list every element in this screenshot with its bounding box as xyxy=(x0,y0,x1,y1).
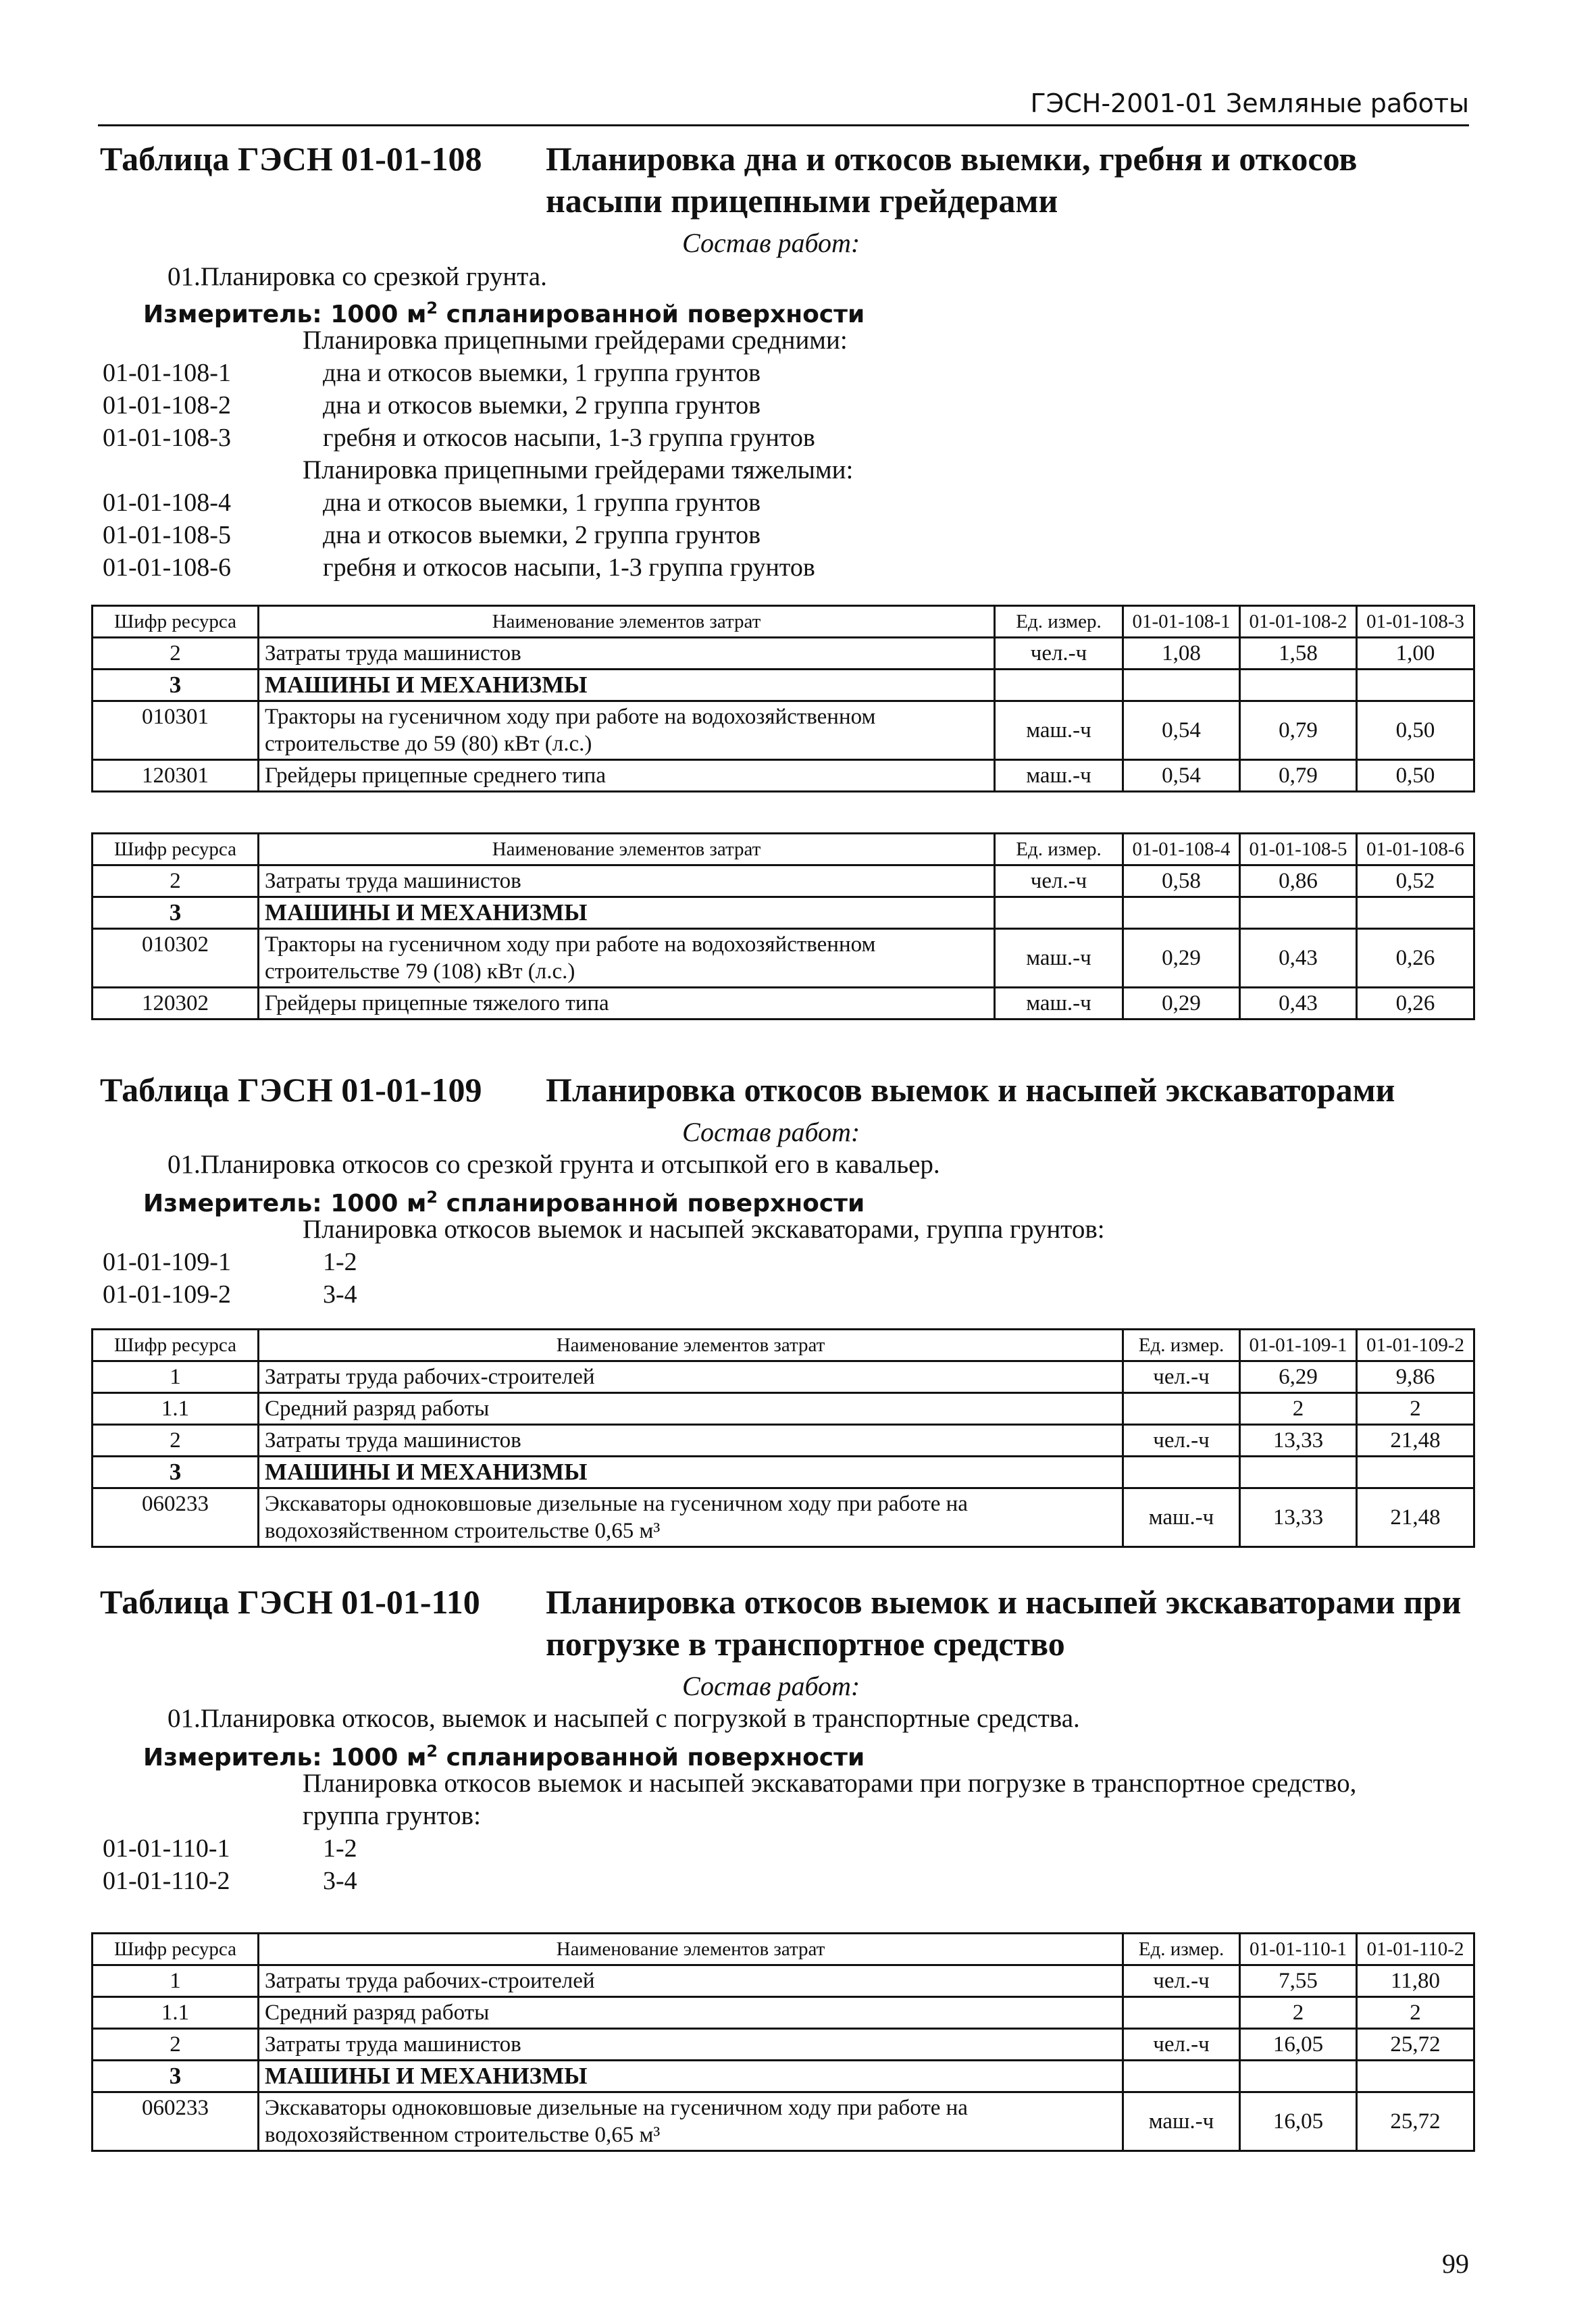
cell-unit xyxy=(1123,1997,1240,2029)
cell-code: 1.1 xyxy=(93,1997,259,2029)
table-row xyxy=(93,1425,1474,1457)
cell-value: 2 xyxy=(1357,1393,1474,1425)
cell-name: Затраты труда рабочих-строителей xyxy=(259,1965,1123,1997)
cell-value: 0,50 xyxy=(1357,760,1474,792)
cell-value: 6,29 xyxy=(1240,1361,1357,1393)
table-110-title-line2: погрузке в транспортное средство xyxy=(546,1625,1065,1663)
cell-unit xyxy=(995,670,1123,701)
measure-prefix: Измеритель: 1000 м xyxy=(143,301,427,328)
cell-value: 0,54 xyxy=(1123,760,1240,792)
cell-code: 3 xyxy=(93,1457,259,1488)
cell-value: 21,48 xyxy=(1357,1488,1474,1547)
header-col: 01-01-108-2 xyxy=(1240,606,1357,638)
cell-unit xyxy=(995,897,1123,929)
cell-name: Затраты труда машинистов xyxy=(259,638,995,670)
cell-value: 11,80 xyxy=(1357,1965,1474,1997)
table-row xyxy=(93,2092,1474,2151)
cell-name: Затраты труда машинистов xyxy=(259,2029,1123,2061)
cell-value: 7,55 xyxy=(1240,1965,1357,1997)
header-col: 01-01-108-1 xyxy=(1123,606,1240,638)
cell-value xyxy=(1123,670,1240,701)
cell-value: 0,79 xyxy=(1240,701,1357,760)
header-name: Наименование элементов затрат xyxy=(259,606,995,638)
norm-desc: 1-2 xyxy=(323,1248,357,1276)
table-108-composition-heading: Состав работ: xyxy=(682,228,860,258)
cell-code: 3 xyxy=(93,2061,259,2092)
cell-code: 120301 xyxy=(93,760,259,792)
measure-prefix: Измеритель: 1000 м xyxy=(143,1190,427,1217)
header-code: Шифр ресурса xyxy=(93,606,259,638)
norm-code: 01-01-109-1 xyxy=(103,1248,231,1276)
norm-desc: дна и откосов выемки, 2 группа грунтов xyxy=(323,391,761,420)
cell-value xyxy=(1240,2061,1357,2092)
norm-desc: дна и откосов выемки, 1 группа грунтов xyxy=(323,488,761,517)
table-110-work-item: 01.Планировка откосов, выемок и насыпей с погрузкой в транспортные средства. xyxy=(168,1704,1080,1733)
table-110-title-line1: Планировка откосов выемок и насыпей экскаваторами при xyxy=(546,1583,1462,1621)
header-col: 01-01-108-6 xyxy=(1357,834,1474,865)
table-row xyxy=(93,988,1474,1020)
table-row xyxy=(93,865,1474,897)
table-108-title-line1: Планировка дна и откосов выемки, гребня и откосов xyxy=(546,140,1358,178)
norm-code: 01-01-110-2 xyxy=(103,1867,230,1895)
cell-name: Средний разряд работы xyxy=(259,1997,1123,2029)
cell-code: 2 xyxy=(93,2029,259,2061)
table-header-row xyxy=(93,1330,1474,1361)
norm-code: 01-01-110-1 xyxy=(103,1834,230,1863)
cell-code: 3 xyxy=(93,897,259,929)
cell-value: 25,72 xyxy=(1357,2029,1474,2061)
cell-value xyxy=(1357,2061,1474,2092)
table-row xyxy=(93,1393,1474,1425)
resource-table-108-a xyxy=(91,605,1475,793)
cell-value xyxy=(1240,670,1357,701)
cell-name: Затраты труда рабочих-строителей xyxy=(259,1361,1123,1393)
cell-name: Экскаваторы одноковшовые дизельные на гусеничном ходу при работе на водохозяйственном строительстве 0,65 м³ xyxy=(259,1488,1123,1547)
cell-value: 1,08 xyxy=(1123,638,1240,670)
norm-desc: дна и откосов выемки, 1 группа грунтов xyxy=(323,359,761,387)
measure-suffix: спланированной поверхности xyxy=(438,301,865,328)
table-109-group-heading: Планировка откосов выемок и насыпей экскаваторами, группа грунтов: xyxy=(303,1215,1105,1244)
table-row xyxy=(93,897,1474,929)
table-108-group-a-heading: Планировка прицепными грейдерами средними: xyxy=(303,326,848,355)
table-110-group-heading-line2: группа грунтов: xyxy=(303,1801,481,1830)
cell-unit: маш.-ч xyxy=(995,988,1123,1020)
cell-name: МАШИНЫ И МЕХАНИЗМЫ xyxy=(259,670,995,701)
cell-code: 2 xyxy=(93,865,259,897)
header-col: 01-01-108-3 xyxy=(1357,606,1474,638)
table-108-label: Таблица ГЭСН 01-01-108 xyxy=(100,140,482,178)
cell-name: Тракторы на гусеничном ходу при работе на водохозяйственном строительстве 79 (108) кВт (л.с.) xyxy=(259,929,995,988)
cell-value xyxy=(1357,897,1474,929)
table-row xyxy=(93,701,1474,760)
running-header xyxy=(98,82,1469,126)
header-col: 01-01-109-2 xyxy=(1357,1330,1474,1361)
cell-value: 0,52 xyxy=(1357,865,1474,897)
cell-value: 16,05 xyxy=(1240,2092,1357,2151)
cell-name: Затраты труда машинистов xyxy=(259,865,995,897)
cell-unit: чел.-ч xyxy=(1123,1965,1240,1997)
measure-sup: 2 xyxy=(426,299,438,318)
cell-unit xyxy=(1123,1393,1240,1425)
table-109-title-line1: Планировка откосов выемок и насыпей экскаваторами xyxy=(546,1071,1395,1109)
cell-value: 9,86 xyxy=(1357,1361,1474,1393)
cell-unit: маш.-ч xyxy=(995,701,1123,760)
cell-value: 13,33 xyxy=(1240,1425,1357,1457)
cell-value: 2 xyxy=(1240,1997,1357,2029)
cell-code: 1.1 xyxy=(93,1393,259,1425)
table-row xyxy=(93,1965,1474,1997)
norm-desc: 3-4 xyxy=(323,1280,357,1309)
header-unit: Ед. измер. xyxy=(995,606,1123,638)
cell-name: Грейдеры прицепные тяжелого типа xyxy=(259,988,995,1020)
cell-value: 0,43 xyxy=(1240,929,1357,988)
cell-unit: маш.-ч xyxy=(995,760,1123,792)
cell-code: 1 xyxy=(93,1361,259,1393)
cell-value: 2 xyxy=(1240,1393,1357,1425)
norm-code: 01-01-108-5 xyxy=(103,521,231,549)
cell-value: 0,29 xyxy=(1123,929,1240,988)
cell-code: 010302 xyxy=(93,929,259,988)
cell-value xyxy=(1357,1457,1474,1488)
cell-code: 2 xyxy=(93,638,259,670)
table-header-row xyxy=(93,1934,1474,1965)
cell-name: МАШИНЫ И МЕХАНИЗМЫ xyxy=(259,2061,1123,2092)
cell-value xyxy=(1357,670,1474,701)
table-row xyxy=(93,2029,1474,2061)
table-row xyxy=(93,2061,1474,2092)
table-row xyxy=(93,638,1474,670)
table-row xyxy=(93,1488,1474,1547)
cell-code: 060233 xyxy=(93,1488,259,1547)
resource-table-109 xyxy=(91,1328,1475,1548)
norm-desc: гребня и откосов насыпи, 1-3 группа грунтов xyxy=(323,424,815,452)
norm-desc: дна и откосов выемки, 2 группа грунтов xyxy=(323,521,761,549)
table-header-row xyxy=(93,606,1474,638)
cell-name: Затраты труда машинистов xyxy=(259,1425,1123,1457)
norm-code: 01-01-108-1 xyxy=(103,359,231,387)
resource-table-110 xyxy=(91,1932,1475,2152)
table-row xyxy=(93,1361,1474,1393)
cell-unit: чел.-ч xyxy=(1123,2029,1240,2061)
cell-value: 0,43 xyxy=(1240,988,1357,1020)
norm-code: 01-01-108-3 xyxy=(103,424,231,452)
cell-value: 1,58 xyxy=(1240,638,1357,670)
header-unit: Ед. измер. xyxy=(995,834,1123,865)
cell-code: 010301 xyxy=(93,701,259,760)
measure-sup: 2 xyxy=(426,1742,438,1761)
cell-value xyxy=(1240,1457,1357,1488)
norm-desc: гребня и откосов насыпи, 1-3 группа грунтов xyxy=(323,553,815,582)
header-col: 01-01-110-1 xyxy=(1240,1934,1357,1965)
cell-code: 060233 xyxy=(93,2092,259,2151)
table-row xyxy=(93,1457,1474,1488)
cell-value: 0,79 xyxy=(1240,760,1357,792)
cell-value xyxy=(1123,897,1240,929)
running-title: ГЭСН-2001-01 Земляные работы xyxy=(1030,89,1469,118)
header-col: 01-01-109-1 xyxy=(1240,1330,1357,1361)
table-109-composition-heading: Состав работ: xyxy=(682,1117,860,1147)
table-110-label: Таблица ГЭСН 01-01-110 xyxy=(100,1583,480,1621)
cell-name: Тракторы на гусеничном ходу при работе на водохозяйственном строительстве до 59 (80) кВт (л.с.) xyxy=(259,701,995,760)
header-code: Шифр ресурса xyxy=(93,1330,259,1361)
cell-value: 16,05 xyxy=(1240,2029,1357,2061)
cell-unit xyxy=(1123,2061,1240,2092)
measure-sup: 2 xyxy=(426,1188,438,1207)
cell-value: 1,00 xyxy=(1357,638,1474,670)
header-name: Наименование элементов затрат xyxy=(259,1934,1123,1965)
table-108-work-item: 01.Планировка со срезкой грунта. xyxy=(168,262,547,291)
cell-value: 0,26 xyxy=(1357,988,1474,1020)
table-108-title-line2: насыпи прицепными грейдерами xyxy=(546,182,1058,220)
cell-value: 0,26 xyxy=(1357,929,1474,988)
cell-unit: маш.-ч xyxy=(1123,1488,1240,1547)
norm-code: 01-01-108-2 xyxy=(103,391,231,420)
table-109-work-item: 01.Планировка откосов со срезкой грунта и отсыпкой его в кавальер. xyxy=(168,1150,940,1179)
cell-unit: чел.-ч xyxy=(1123,1425,1240,1457)
cell-value xyxy=(1240,897,1357,929)
cell-value: 0,50 xyxy=(1357,701,1474,760)
cell-unit: чел.-ч xyxy=(995,638,1123,670)
resource-table-108-b xyxy=(91,832,1475,1020)
cell-value: 21,48 xyxy=(1357,1425,1474,1457)
header-col: 01-01-110-2 xyxy=(1357,1934,1474,1965)
cell-name: Экскаваторы одноковшовые дизельные на гусеничном ходу при работе на водохозяйственном строительстве 0,65 м³ xyxy=(259,2092,1123,2151)
cell-unit: чел.-ч xyxy=(995,865,1123,897)
cell-value: 2 xyxy=(1357,1997,1474,2029)
cell-value: 25,72 xyxy=(1357,2092,1474,2151)
header-name: Наименование элементов затрат xyxy=(259,1330,1123,1361)
norm-code: 01-01-108-4 xyxy=(103,488,231,517)
table-row xyxy=(93,929,1474,988)
page-number: 99 xyxy=(1442,2248,1469,2279)
cell-name: МАШИНЫ И МЕХАНИЗМЫ xyxy=(259,1457,1123,1488)
table-row xyxy=(93,670,1474,701)
cell-value: 0,58 xyxy=(1123,865,1240,897)
header-code: Шифр ресурса xyxy=(93,834,259,865)
cell-code: 1 xyxy=(93,1965,259,1997)
cell-name: Грейдеры прицепные среднего типа xyxy=(259,760,995,792)
cell-value: 0,86 xyxy=(1240,865,1357,897)
norm-desc: 1-2 xyxy=(323,1834,357,1863)
measure-suffix: спланированной поверхности xyxy=(438,1190,865,1217)
table-110-composition-heading: Состав работ: xyxy=(682,1671,860,1701)
table-108-group-b-heading: Планировка прицепными грейдерами тяжелыми: xyxy=(303,455,854,484)
cell-code: 3 xyxy=(93,670,259,701)
cell-value: 0,54 xyxy=(1123,701,1240,760)
table-row xyxy=(93,1997,1474,2029)
table-row xyxy=(93,760,1474,792)
cell-value: 13,33 xyxy=(1240,1488,1357,1547)
norm-code: 01-01-108-6 xyxy=(103,553,231,582)
measure-prefix: Измеритель: 1000 м xyxy=(143,1744,427,1771)
header-unit: Ед. измер. xyxy=(1123,1330,1240,1361)
measure-suffix: спланированной поверхности xyxy=(438,1744,865,1771)
header-col: 01-01-108-4 xyxy=(1123,834,1240,865)
table-header-row xyxy=(93,834,1474,865)
header-code: Шифр ресурса xyxy=(93,1934,259,1965)
header-name: Наименование элементов затрат xyxy=(259,834,995,865)
table-109-label: Таблица ГЭСН 01-01-109 xyxy=(100,1071,482,1109)
norm-desc: 3-4 xyxy=(323,1867,357,1895)
header-col: 01-01-108-5 xyxy=(1240,834,1357,865)
cell-value: 0,29 xyxy=(1123,988,1240,1020)
cell-unit: маш.-ч xyxy=(1123,2092,1240,2151)
cell-unit: чел.-ч xyxy=(1123,1361,1240,1393)
cell-unit: маш.-ч xyxy=(995,929,1123,988)
table-110-group-heading-line1: Планировка откосов выемок и насыпей экскаваторами при погрузке в транспортное средство, xyxy=(303,1769,1357,1798)
cell-name: Средний разряд работы xyxy=(259,1393,1123,1425)
header-unit: Ед. измер. xyxy=(1123,1934,1240,1965)
cell-name: МАШИНЫ И МЕХАНИЗМЫ xyxy=(259,897,995,929)
cell-code: 120302 xyxy=(93,988,259,1020)
cell-code: 2 xyxy=(93,1425,259,1457)
norm-code: 01-01-109-2 xyxy=(103,1280,231,1309)
cell-unit xyxy=(1123,1457,1240,1488)
